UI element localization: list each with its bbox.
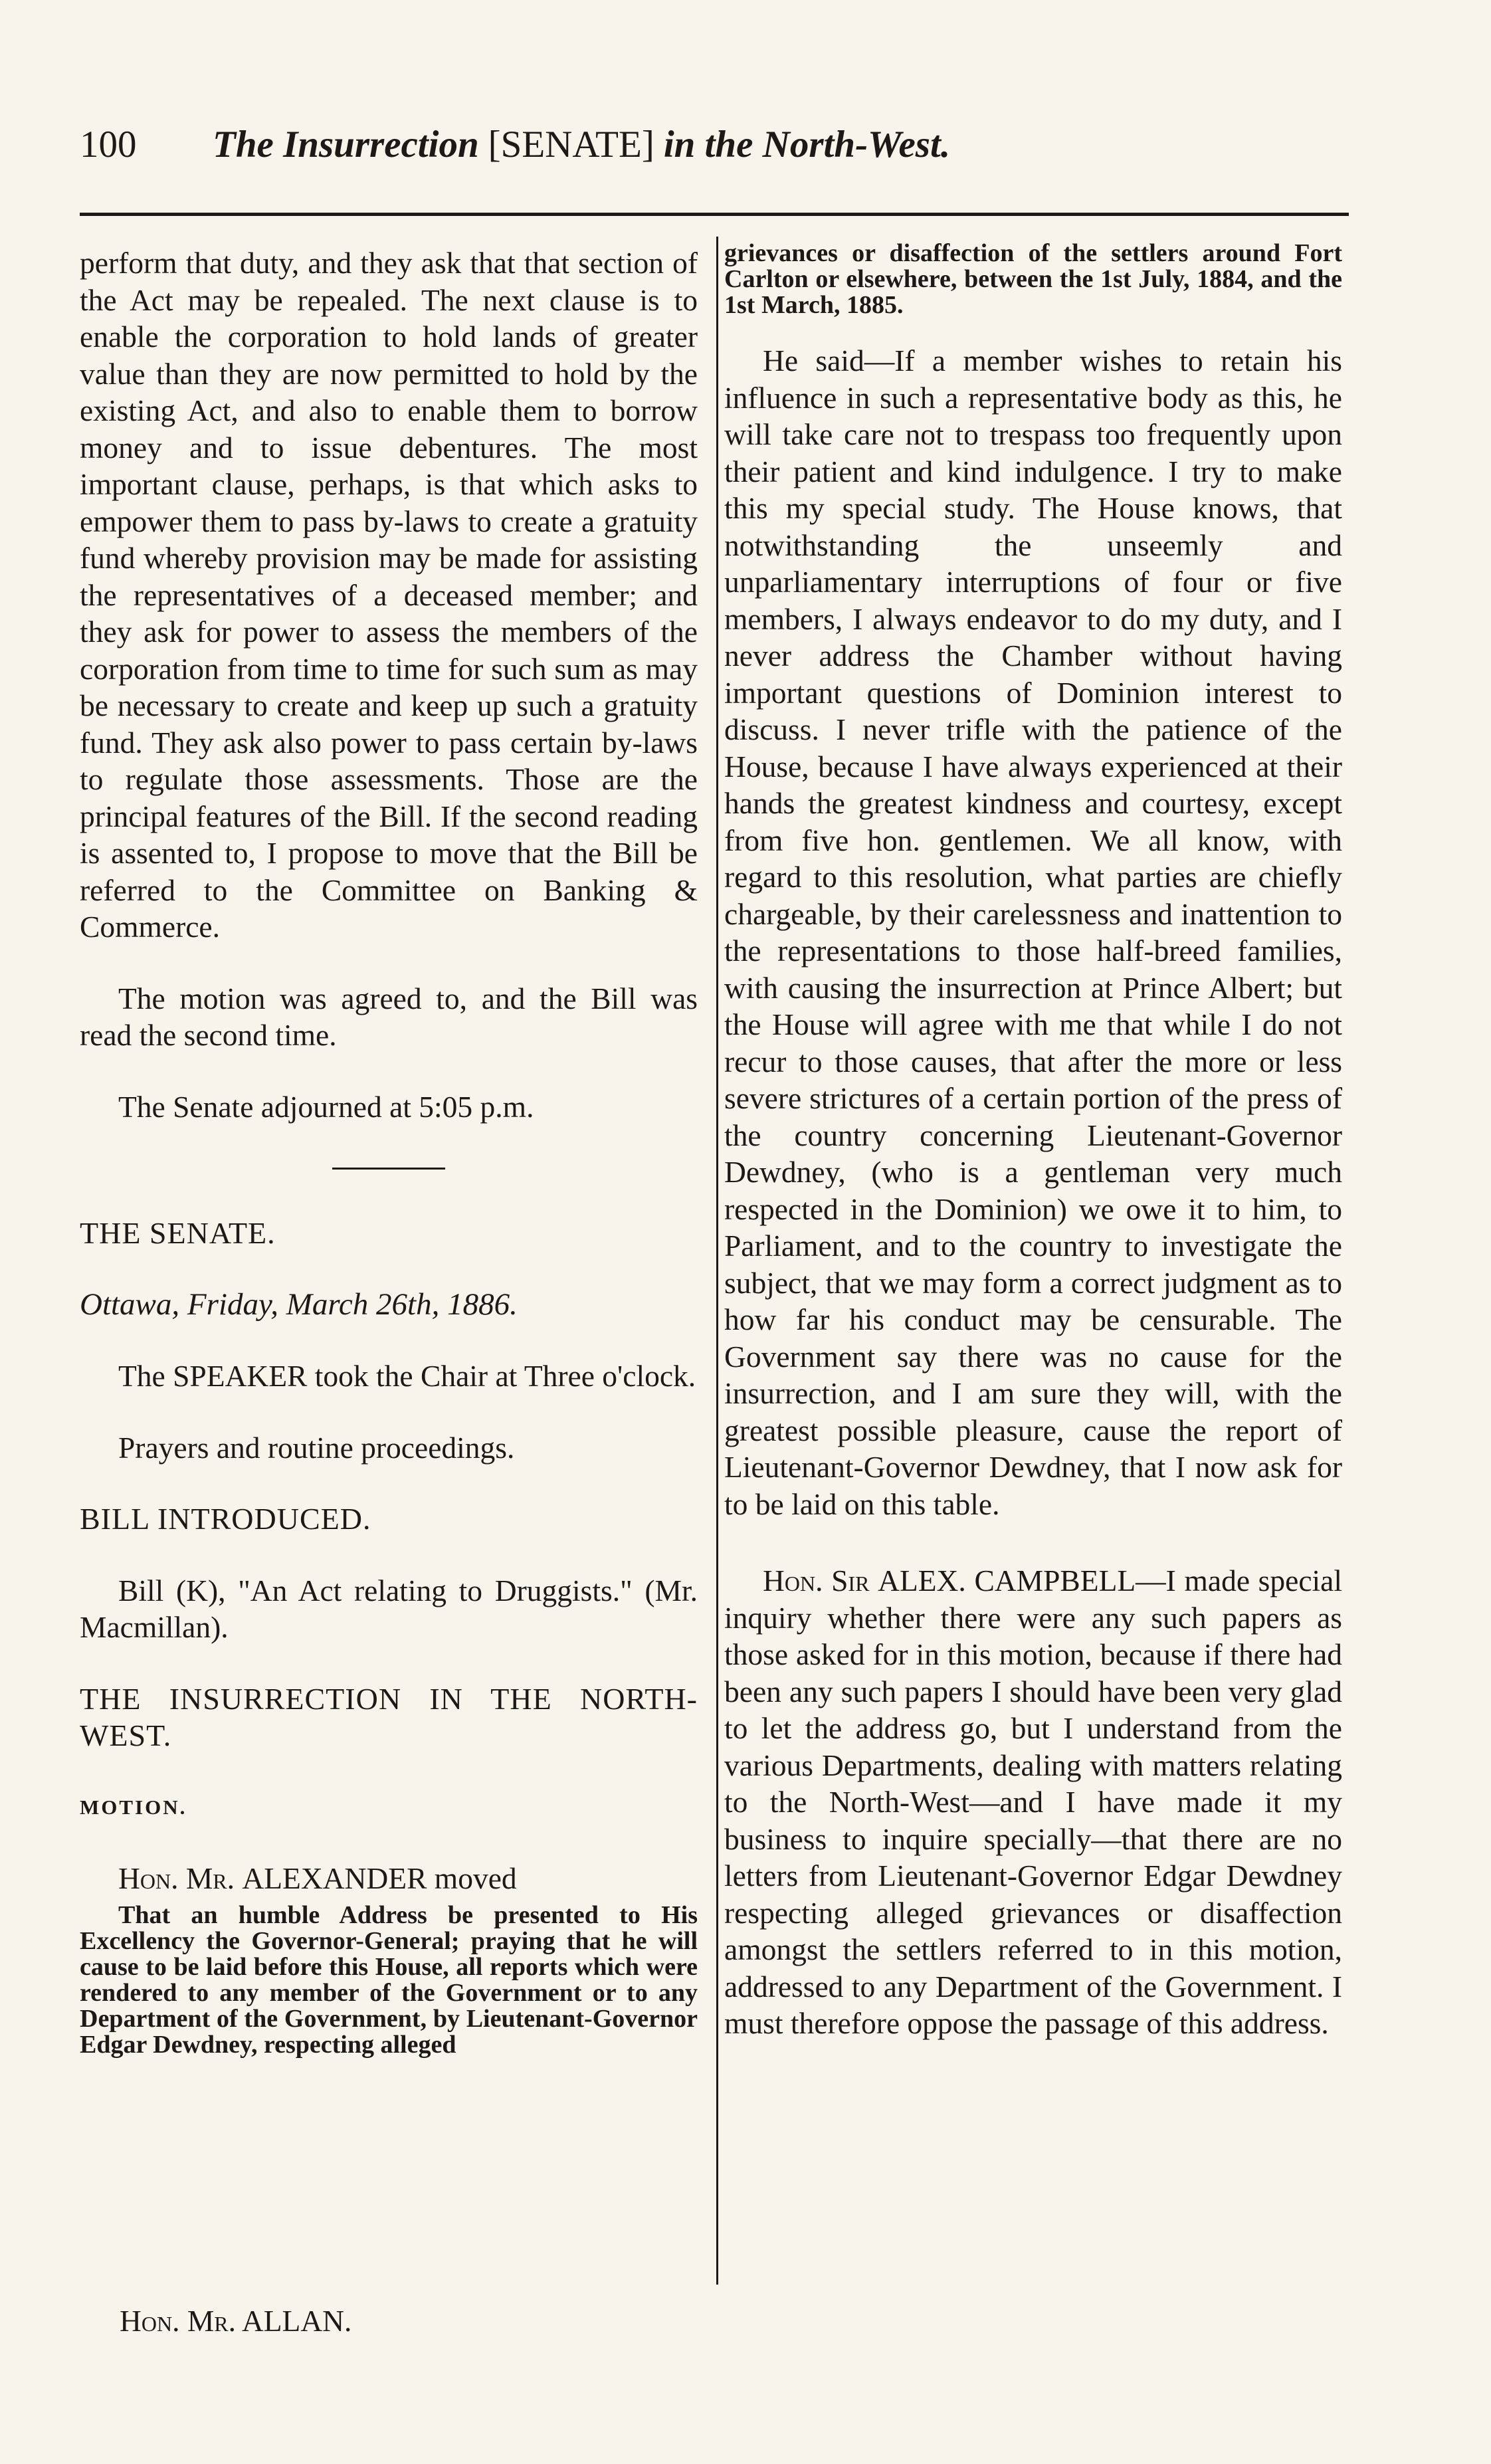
campbell-paragraph <box>724 1562 1342 2042</box>
bill-introduced-heading: BILL INTRODUCED. <box>80 1502 371 1536</box>
allan-line: Hon. Mr. ALLAN. <box>120 2304 352 2338</box>
dateline: Ottawa, Friday, March 26th, 1886. <box>80 1286 518 1322</box>
column-divider <box>716 237 718 2285</box>
left-para-motion-agreed: The motion was agreed to, and the Bill was read the second time. <box>80 981 698 1052</box>
section-divider <box>332 1168 445 1170</box>
campbell-name: ALEX. CAMPBELL <box>878 1564 1136 1597</box>
alexander-prefix: Hon. Mr. <box>118 1861 243 1895</box>
speaker-paragraph <box>80 1358 698 1395</box>
left-para-adjourned: The Senate adjourned at 5:05 p.m. <box>118 1089 534 1124</box>
header-title-left: The Insurrection <box>213 124 479 165</box>
campbell-text: —I made special inquiry whether there were any such papers as those asked for in this motion, because if there had been any such papers I should have been very glad to let the address go, but I understand from the various Departments, dealing with matters relating to the North-West—and I have made it my business to inquire specially—that there are no letters from Lieutenant-Governor Edgar Dewdney respecting alleged grievances or disaffection amongst the settlers referred to in this motion, addressed to any Department of the Government. I must therefore oppose the passage of this address. <box>724 1564 1343 2040</box>
speaker-name: SPEAKER <box>173 1359 308 1393</box>
motion-heading: MOTION. <box>80 1795 187 1819</box>
campbell-prefix: Hon. Sir <box>763 1564 878 1597</box>
header-title-right: in the North-West. <box>663 124 951 165</box>
insurrection-heading: THE INSURRECTION IN THE NORTH-WEST. <box>80 1681 698 1752</box>
left-para-bill-clauses: perform that duty, and they ask that that section of the Act may be repealed. The next clause is to enable the corporation to hold lands of greater value than they are now permitted to hold by the existing Act, and also to enable them to borrow money and to issue debentures. The most important clause, perhaps, is that which asks to empower them to pass by-laws to create a gratuity fund whereby provision may be made for assisting the representatives of a deceased member; and they ask for power to assess the members of the corporation from time to time for such sum as may be necessary to create and keep up such a gratuity fund. They ask also power to pass certain by-laws to regulate those assessments. Those are the principal features of the Bill. If the second reading is assented to, I propose to move that the Bill be referred to the Committee on Banking & Commerce. <box>80 246 698 944</box>
running-header <box>80 123 1355 183</box>
prayers-paragraph: Prayers and routine proceedings. <box>118 1430 515 1465</box>
senate-heading: THE SENATE. <box>80 1216 276 1250</box>
right-column <box>724 239 1343 2042</box>
alexander-rest: moved <box>427 1861 517 1895</box>
right-para-speech: He said—If a member wishes to retain his influence in such a representative body as this, he will take care not to trespass too frequently upon their patient and kind indulgence. I try to make this my special study. The House knows, that notwithstanding the unseemly and unparliamentary interruptions of four or five members, I always endeavor to do my duty, and I never address the Chamber without having important questions of Dominion interest to discuss. I never trifle with the patience of the House, because I have always experienced at their hands the greatest kindness and courtesy, except from five hon. gentlemen. We all know, with regard to this resolution, what parties are chiefly chargeable, by their carelessness and inattention to the representations to those half-breed families, with causing the insurrection at Prince Albert; but the House will agree with me that while I do not recur to those causes, that after the more or less severe strictures of a certain portion of the press of the country concerning Lieutenant-Governor Dewdney, (who is a gentleman very much respected in the Dominion) we owe it to him, to Parliament, and to the country to investigate the subject, that we may form a correct judgment as to how far his conduct may be censurable. The Government say there was no cause for the insurrection, and I am sure they will, with the greatest possible pleasure, cause the report of Lieutenant-Governor Dewdney, that I now ask for to be laid on this table. <box>724 344 1342 1521</box>
speaker-prefix: The <box>118 1359 173 1393</box>
speaker-rest: took the Chair at Three o'clock. <box>307 1359 696 1393</box>
motion-text: That an humble Address be presented to His Excellency the Governor-General; praying that he will cause to be laid before this House, all reports which were rendered to any member of the Government or to any Department of the Government, by Lieutenant-Governor Edgar Dewdney, respecting alleged <box>80 1900 698 2059</box>
alexander-name: ALEXANDER <box>242 1861 427 1895</box>
alexander-moved <box>80 1860 698 1897</box>
bill-paragraph: Bill (K), "An Act relating to Druggists." (Mr. Macmillan). <box>80 1573 698 1644</box>
left-column <box>80 245 698 2058</box>
header-rule <box>80 213 1349 216</box>
page-number: 100 <box>80 124 137 165</box>
motion-text-continued: grievances or disaffection of the settlers around Fort Carlton or elsewhere, between the 1st July, 1884, and the 1st March, 1885. <box>724 239 1342 319</box>
header-title-mid: [SENATE] <box>488 124 654 165</box>
